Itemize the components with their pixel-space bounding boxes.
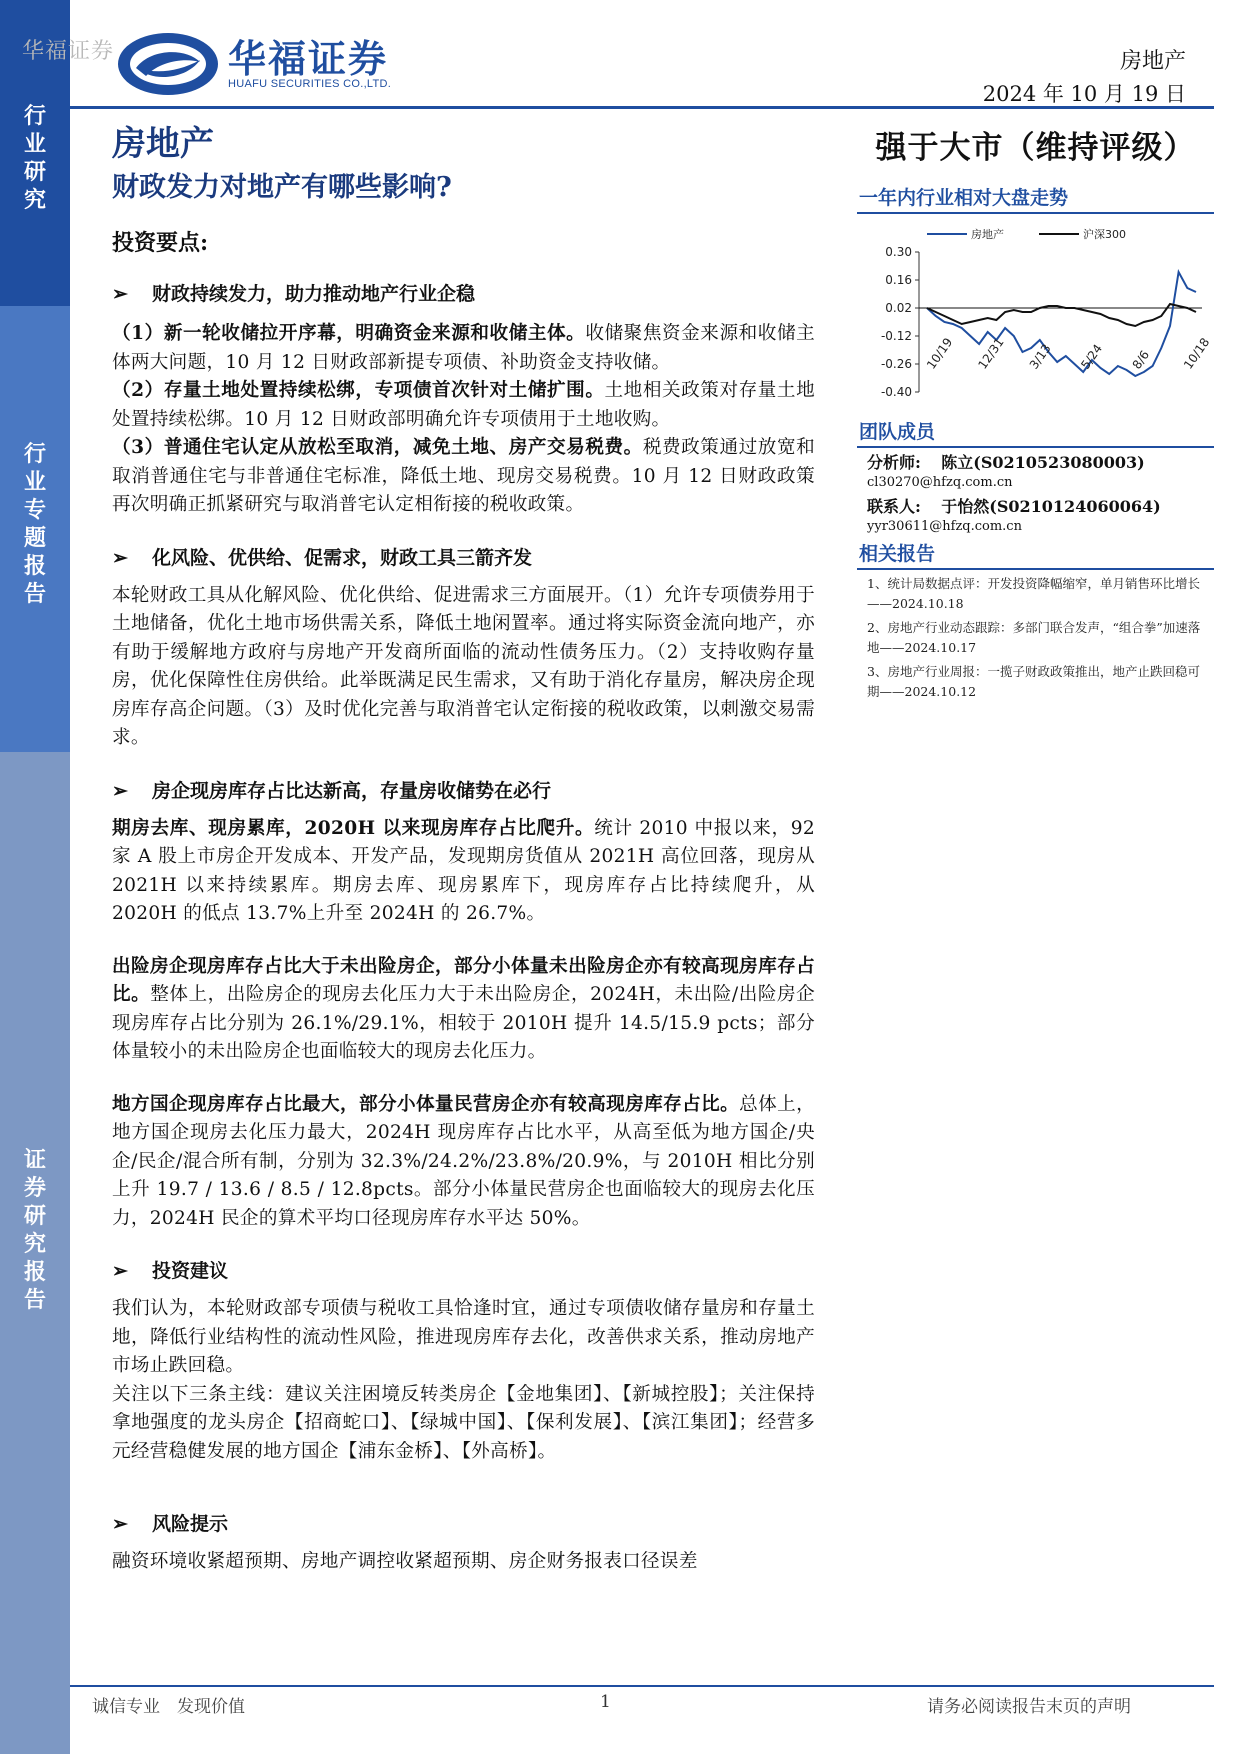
x-tick-label: 3/13 (1026, 341, 1054, 372)
chart-heading: 一年内行业相对大盘走势 (857, 184, 1214, 214)
left-sidebar (0, 0, 70, 1754)
header-rule (70, 106, 1214, 109)
paragraph-5: 地方国企现房库存占比最大，部分小体量民营房企亦有较高现房库存占比。总体上，地方国企现房去化压力最大，2024H 现房库存占比水平，从高至低为地方国企/央企/民企/混合所有制，分别为 32.3%/24.2%/23.8%/20.9%，与 2010H 相比分别上升 19.7 / 13.6 / 8.5 / 12.8pcts。部分小体量民营房企也面临较大的现房去化压力，2024H 民企的算术平均口径现房库存水平达 50%。 (112, 1093, 815, 1229)
header-date: 2024 年 10 月 19 日 (982, 82, 1186, 106)
logo-text-cn: 华福证券 (228, 37, 389, 81)
footer-rule (70, 1685, 1214, 1687)
paragraph-6: 我们认为，本轮财政部专项债与税收工具恰逢时宜，通过专项债收储存量房和存量土地，降低行业结构性的流动性风险，推进现房库存去化，改善供求关系，推动房地产市场止跌回稳。 (112, 1298, 815, 1376)
header-sector: 房地产 (1119, 49, 1186, 74)
contact-email: yyr30611@hfzq.com.cn (867, 519, 1022, 534)
y-tick-label: 0.30 (885, 245, 912, 259)
legend-label: 房地产 (971, 228, 1004, 241)
x-tick-label: 8/6 (1129, 347, 1153, 372)
y-tick-label: 0.16 (885, 273, 912, 287)
right-column (857, 126, 1214, 702)
page-title: 房地产 (112, 124, 214, 164)
footer-slogan: 诚信专业 发现价值 (92, 1697, 245, 1717)
sidebar-label-securities-report: 证 券 研 究 报 告 (23, 1147, 46, 1313)
paragraph-risk: 融资环境收紧超预期、房地产调控收紧超预期、房企财务报表口径误差 (112, 1551, 698, 1572)
team-heading: 团队成员 (857, 418, 1214, 448)
section-heading-3: ➢ 房企现房库存占比达新高，存量房收储势在必行 (112, 777, 815, 805)
arrow-bullet-icon: ➢ (112, 1260, 128, 1282)
key-points-heading: 投资要点: (112, 230, 209, 256)
arrow-bullet-icon: ➢ (112, 779, 128, 802)
y-tick-label: -0.40 (880, 385, 912, 399)
paragraph-4: 出险房企现房库存占比大于未出险房企，部分小体量未出险房企亦有较高现房库存占比。整体上，出险房企的现房去化压力大于未出险房企，2024H，未出险/出险房企现房库存占比分别为 26.1%/29.1%，相较于 2010H 提升 14.5/15.9 pcts；部分体量较小的未出险房企也面临较大的现房去化压力。 (112, 955, 815, 1062)
analyst-row: 分析师: 陈立(S0210523080003) (867, 453, 1145, 472)
page-number: 1 (600, 1692, 611, 1712)
arrow-bullet-icon: ➢ (112, 546, 128, 569)
y-tick-label: -0.12 (880, 329, 912, 343)
x-tick-label: 12/31 (975, 335, 1007, 372)
x-tick-label: 5/24 (1078, 341, 1106, 372)
related-report-item[interactable]: 3、房地产行业周报：一揽子财政政策推出，地产止跌回稳可期——2024.10.12 (867, 664, 1200, 699)
logo-text-en: HUAFU SECURITIES CO.,LTD. (228, 78, 392, 90)
y-tick-label: 0.02 (885, 301, 912, 315)
x-tick-label: 10/18 (1180, 335, 1213, 372)
section-heading-1: ➢ 财政持续发力，助力推动地产行业企稳 (112, 280, 815, 308)
related-report-item[interactable]: 2、房地产行业动态跟踪：多部门联合发声，“组合拳”加速落地——2024.10.17 (867, 620, 1201, 655)
team-members (857, 452, 1214, 536)
related-reports-list (857, 574, 1214, 702)
paragraph-7: 关注以下三条主线：建议关注困境反转类房企【金地集团】、【新城控股】；关注保持拿地强度的龙头房企【招商蛇口】、【绿城中国】、【保利发展】、【滨江集团】；经营多元经营稳健发展的地方国企【浦东金桥】、【外高桥】。 (112, 1383, 815, 1462)
rating: 强于大市（维持评级） (875, 130, 1196, 166)
legend-label: 沪深300 (1083, 228, 1126, 241)
related-reports-heading: 相关报告 (857, 540, 1214, 570)
paragraph-1: （1）新一轮收储拉开序幕，明确资金来源和收储主体。收储聚焦资金来源和收储主体两大问题，10 月 12 日财政部新提专项债、补助资金支持收储。 （2）存量土地处置持续松绑，专项债首次针对土储扩围。土地相关政策对存量土地处置持续松绑。10 月 12 日财政部明确允许专项债用于土地收购。 （3）普通住宅认定从放松至取消，减免土地、房产交易税费。税费政策通过放宽和取消普通住宅与非普通住宅标准，降低土地、现房交易税费。10 月 12 日财政政策再次明确正抓紧研究与取消普宅认定相衔接的税收政策。 (112, 323, 816, 515)
arrow-bullet-icon: ➢ (112, 283, 128, 305)
section-heading-5: ➢ 风险提示 (112, 1510, 815, 1538)
page-subtitle: 财政发力对地产有哪些影响? (112, 172, 452, 203)
relative-performance-chart (857, 220, 1214, 410)
analyst-email: cl30270@hfzq.com.cn (867, 475, 1013, 490)
sidebar-label-industry-research: 行 业 研 究 (23, 103, 46, 213)
paragraph-3: 期房去库、现房累库，2020H 以来现房库存占比爬升。统计 2010 中报以来，92 家 A 股上市房企开发成本、开发产品，发现期房货值从 2021H 高位回落，现房从 2021H 以来持续累库。期房去库、现房累库下，现房库存占比持续爬升，从 2020H 的低点 13.7%上升至 2024H 的 26.7%。 (112, 817, 815, 924)
section-heading-2: ➢ 化风险、优供给、促需求，财政工具三箭齐发 (112, 544, 815, 572)
contact-row: 联系人: 于怡然(S0210124060064) (867, 497, 1161, 516)
main-content (112, 122, 815, 1577)
watermark: 华福证券 (22, 39, 115, 64)
series-line (927, 272, 1196, 376)
paragraph-2: 本轮财政工具从化解风险、优化供给、促进需求三方面展开。（1）允许专项债券用于土地储备，优化土地市场供需关系，降低土地闲置率。通过将实际资金流向地产，亦有助于缓解地方政府与房地产开发商所面临的流动性债务压力。（2）支持收购存量房，优化保障性住房供给。此举既满足民生需求，又有助于消化存量房，解决房企现房库存高企问题。（3）及时优化完善与取消普宅认定衔接的税收政策，以刺激交易需求。 (112, 584, 815, 748)
footer-disclaimer: 请务必阅读报告末页的声明 (927, 1697, 1131, 1717)
series-line (927, 304, 1196, 326)
section-heading-4: ➢ 投资建议 (112, 1257, 815, 1285)
related-report-item[interactable]: 1、统计局数据点评：开发投资降幅缩窄，单月销售环比增长——2024.10.18 (867, 576, 1200, 611)
y-tick-label: -0.26 (880, 357, 912, 371)
x-tick-label: 10/19 (923, 335, 956, 372)
arrow-bullet-icon: ➢ (112, 1513, 128, 1535)
chart-svg (857, 220, 1214, 410)
sidebar-label-special-report: 行 业 专 题 报 告 (23, 441, 46, 607)
